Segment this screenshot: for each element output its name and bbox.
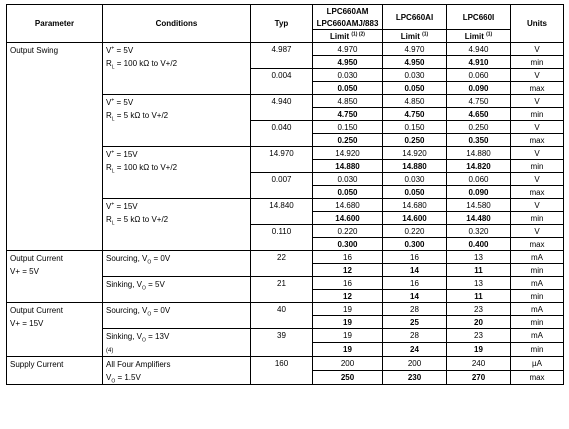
conditions-cell (103, 357, 251, 385)
limit-lpc660ai-cell: 230 (383, 371, 447, 385)
condition-subscript: O (142, 337, 146, 344)
condition-subscript: L (111, 168, 115, 175)
condition-text: = 100 kΩ to V+/2 (114, 59, 178, 68)
parameter-line: V+ = 15V (10, 319, 44, 328)
table-row (7, 357, 564, 371)
parameter-line: Output Current (10, 306, 63, 315)
typ-cell: 4.987 (251, 43, 313, 69)
limit-lpc660i-cell: 4.650 (447, 108, 511, 121)
typ-cell: 0.007 (251, 173, 313, 199)
condition-text: = 0V (151, 254, 171, 263)
typ-cell: 14.840 (251, 199, 313, 225)
limit-lpc660am-cell: 14.680 (313, 199, 383, 212)
header-limit-am (313, 30, 383, 43)
condition-text: Sinking, V (106, 332, 143, 341)
limit-lpc660am-cell: 14.920 (313, 147, 383, 160)
unit-cell: µA (511, 357, 564, 371)
unit-cell: V (511, 121, 564, 134)
table-row (7, 251, 564, 264)
limit-lpc660ai-cell: 0.050 (383, 82, 447, 95)
limit-lpc660i-cell: 270 (447, 371, 511, 385)
unit-cell: min (511, 108, 564, 121)
typ-cell: 21 (251, 277, 313, 303)
unit-cell: min (511, 56, 564, 69)
limit-lpc660ai-cell: 4.950 (383, 56, 447, 69)
unit-cell: min (511, 343, 564, 357)
header-units: Units (511, 5, 564, 43)
parameter-cell (7, 357, 103, 385)
condition-line (106, 343, 247, 356)
electrical-characteristics-table (6, 4, 564, 385)
typ-cell: 160 (251, 357, 313, 385)
typ-cell: 39 (251, 329, 313, 357)
limit-lpc660i-cell: 4.910 (447, 56, 511, 69)
limit-lpc660i-cell: 20 (447, 316, 511, 329)
header-limit-i (447, 30, 511, 43)
condition-text: = 13V (145, 332, 170, 341)
unit-cell: V (511, 95, 564, 108)
limit-lpc660am-cell: 0.250 (313, 134, 383, 147)
condition-text: V (106, 373, 112, 382)
limit-lpc660ai-cell: 0.050 (383, 186, 447, 199)
conditions-cell (103, 95, 251, 147)
unit-cell: mA (511, 303, 564, 316)
limit-lpc660i-cell: 13 (447, 277, 511, 290)
limit-lpc660i-cell: 23 (447, 329, 511, 343)
condition-text: Sourcing, V (106, 254, 148, 263)
limit-lpc660i-cell: 240 (447, 357, 511, 371)
limit-lpc660am-cell: 0.050 (313, 82, 383, 95)
limit-lpc660ai-cell: 0.030 (383, 173, 447, 186)
condition-text: = 5V (145, 280, 165, 289)
limit-lpc660ai-cell: 0.150 (383, 121, 447, 134)
condition-text: = 5V (114, 98, 134, 107)
conditions-cell (103, 277, 251, 303)
limit-lpc660am-cell: 200 (313, 357, 383, 371)
limit-lpc660i-cell: 4.940 (447, 43, 511, 56)
condition-superscript: + (111, 149, 115, 156)
limit-lpc660am-cell: 19 (313, 329, 383, 343)
conditions-cell (103, 147, 251, 199)
unit-cell: max (511, 371, 564, 385)
limit-lpc660ai-cell: 14.880 (383, 160, 447, 173)
condition-line (106, 109, 247, 122)
condition-text: V (106, 202, 112, 211)
condition-subscript: O (142, 285, 146, 292)
limit-lpc660am-cell: 12 (313, 290, 383, 303)
limit-lpc660am-cell: 0.030 (313, 69, 383, 82)
typ-cell: 40 (251, 303, 313, 329)
limit-lpc660i-cell: 0.060 (447, 69, 511, 82)
unit-cell: V (511, 43, 564, 56)
limit-lpc660am-cell: 12 (313, 264, 383, 277)
condition-text: V (106, 150, 112, 159)
condition-subscript: L (111, 116, 115, 123)
limit-lpc660am-cell: 19 (313, 343, 383, 357)
parameter-line: V+ = 5V (10, 267, 39, 276)
condition-text: = 15V (114, 150, 138, 159)
unit-cell: V (511, 69, 564, 82)
condition-line (106, 278, 247, 291)
limit-lpc660am-cell: 4.850 (313, 95, 383, 108)
unit-cell: V (511, 147, 564, 160)
limit-lpc660ai-cell: 0.300 (383, 238, 447, 251)
limit-lpc660am-cell: 0.150 (313, 121, 383, 134)
limit-lpc660am-cell: 14.880 (313, 160, 383, 173)
conditions-cell (103, 199, 251, 251)
condition-line (106, 330, 247, 343)
limit-lpc660i-cell: 14.880 (447, 147, 511, 160)
limit-lpc660ai-cell: 14 (383, 290, 447, 303)
typ-cell: 0.110 (251, 225, 313, 251)
unit-cell: max (511, 134, 564, 147)
condition-text: V (106, 98, 112, 107)
limit-lpc660ai-cell: 24 (383, 343, 447, 357)
limit-lpc660i-cell: 0.090 (447, 82, 511, 95)
limit-lpc660ai-cell: 14.600 (383, 212, 447, 225)
header-lpc660ai: LPC660AI (383, 5, 447, 30)
limit-lpc660am-cell: 0.300 (313, 238, 383, 251)
conditions-cell (103, 43, 251, 95)
header-parameter: Parameter (7, 5, 103, 43)
limit-lpc660i-cell: 0.400 (447, 238, 511, 251)
limit-lpc660i-cell: 11 (447, 290, 511, 303)
header-lpc660amj883: LPC660AMJ/883 (313, 17, 383, 30)
unit-cell: min (511, 212, 564, 225)
condition-text: R (106, 163, 112, 172)
unit-cell: min (511, 264, 564, 277)
condition-text: R (106, 59, 112, 68)
limit-lpc660i-cell: 0.320 (447, 225, 511, 238)
limit-lpc660ai-cell: 16 (383, 251, 447, 264)
limit-lpc660am-cell: 0.030 (313, 173, 383, 186)
limit-lpc660i-cell: 11 (447, 264, 511, 277)
limit-lpc660am-cell: 14.600 (313, 212, 383, 225)
condition-text: = 15V (114, 202, 138, 211)
limit-lpc660i-cell: 0.350 (447, 134, 511, 147)
condition-subscript: L (111, 220, 115, 227)
table-row (7, 43, 564, 56)
condition-text: = 1.5V (115, 373, 141, 382)
condition-line (106, 57, 247, 70)
parameter-cell (7, 43, 103, 251)
typ-cell: 14.970 (251, 147, 313, 173)
unit-cell: mA (511, 329, 564, 343)
condition-text: Sourcing, V (106, 306, 148, 315)
table-row (7, 303, 564, 316)
condition-line (106, 371, 247, 384)
header-lpc660am: LPC660AM (313, 5, 383, 18)
limit-lpc660i-cell: 14.480 (447, 212, 511, 225)
typ-cell: 4.940 (251, 95, 313, 121)
condition-line (106, 200, 247, 213)
header-typ: Typ (251, 5, 313, 43)
limit-lpc660am-cell: 250 (313, 371, 383, 385)
unit-cell: V (511, 225, 564, 238)
condition-text: = 0V (151, 306, 171, 315)
condition-text: = 5 kΩ to V+/2 (114, 111, 169, 120)
typ-cell: 0.004 (251, 69, 313, 95)
condition-text: All Four Amplifiers (106, 360, 171, 369)
typ-cell: 22 (251, 251, 313, 277)
limit-lpc660ai-cell: 28 (383, 303, 447, 316)
limit-lpc660i-cell: 0.090 (447, 186, 511, 199)
limit-lpc660i-cell: 14.580 (447, 199, 511, 212)
limit-lpc660ai-cell: 200 (383, 357, 447, 371)
unit-cell: mA (511, 277, 564, 290)
limit-lpc660i-cell: 0.250 (447, 121, 511, 134)
limit-footnote-ref: (1) (486, 30, 493, 37)
limit-lpc660am-cell: 0.220 (313, 225, 383, 238)
header-limit-ai (383, 30, 447, 43)
limit-lpc660ai-cell: 25 (383, 316, 447, 329)
unit-cell: max (511, 238, 564, 251)
limit-lpc660i-cell: 13 (447, 251, 511, 264)
header-conditions: Conditions (103, 5, 251, 43)
unit-cell: max (511, 186, 564, 199)
limit-lpc660i-cell: 0.060 (447, 173, 511, 186)
limit-lpc660am-cell: 4.750 (313, 108, 383, 121)
limit-lpc660ai-cell: 0.220 (383, 225, 447, 238)
limit-lpc660ai-cell: 14 (383, 264, 447, 277)
condition-subscript: O (111, 378, 116, 385)
limit-label: Limit (330, 31, 350, 41)
limit-lpc660ai-cell: 4.850 (383, 95, 447, 108)
limit-lpc660am-cell: 19 (313, 303, 383, 316)
limit-lpc660am-cell: 16 (313, 277, 383, 290)
unit-cell: V (511, 173, 564, 186)
header-lpc660i: LPC660I (447, 5, 511, 30)
parameter-line: Output Swing (10, 46, 59, 55)
condition-text: (4) (106, 348, 114, 354)
condition-superscript: + (111, 201, 115, 208)
limit-lpc660ai-cell: 14.680 (383, 199, 447, 212)
parameter-line: Output Current (10, 254, 63, 263)
limit-lpc660i-cell: 14.820 (447, 160, 511, 173)
condition-text: R (106, 215, 112, 224)
parameter-line: Supply Current (10, 360, 64, 369)
condition-line (106, 96, 247, 109)
unit-cell: min (511, 316, 564, 329)
limit-lpc660am-cell: 0.050 (313, 186, 383, 199)
unit-cell: max (511, 82, 564, 95)
limit-label: Limit (400, 31, 420, 41)
condition-text: R (106, 111, 112, 120)
conditions-cell (103, 329, 251, 357)
limit-lpc660ai-cell: 14.920 (383, 147, 447, 160)
limit-lpc660i-cell: 4.750 (447, 95, 511, 108)
limit-lpc660i-cell: 19 (447, 343, 511, 357)
conditions-cell (103, 303, 251, 329)
limit-lpc660ai-cell: 0.250 (383, 134, 447, 147)
condition-subscript: O (147, 311, 152, 318)
typ-cell: 0.040 (251, 121, 313, 147)
condition-subscript: L (111, 64, 115, 71)
limit-label: Limit (464, 31, 484, 41)
limit-lpc660am-cell: 19 (313, 316, 383, 329)
limit-lpc660ai-cell: 28 (383, 329, 447, 343)
table-header (7, 5, 564, 43)
limit-lpc660i-cell: 23 (447, 303, 511, 316)
unit-cell: mA (511, 251, 564, 264)
condition-superscript: + (111, 97, 115, 104)
table-body (7, 43, 564, 385)
parameter-cell (7, 303, 103, 357)
limit-lpc660ai-cell: 16 (383, 277, 447, 290)
condition-text: Sinking, V (106, 280, 143, 289)
condition-line (106, 148, 247, 161)
unit-cell: min (511, 290, 564, 303)
limit-lpc660ai-cell: 4.750 (383, 108, 447, 121)
unit-cell: V (511, 199, 564, 212)
condition-line (106, 44, 247, 57)
limit-lpc660ai-cell: 0.030 (383, 69, 447, 82)
limit-lpc660am-cell: 4.950 (313, 56, 383, 69)
condition-superscript: + (111, 45, 115, 52)
condition-text: = 100 kΩ to V+/2 (114, 163, 178, 172)
parameter-cell (7, 251, 103, 303)
condition-line (106, 213, 247, 226)
unit-cell: min (511, 160, 564, 173)
limit-footnote-ref: (1) (422, 30, 429, 37)
limit-lpc660am-cell: 16 (313, 251, 383, 264)
condition-line (106, 252, 247, 265)
limit-lpc660am-cell: 4.970 (313, 43, 383, 56)
limit-lpc660ai-cell: 4.970 (383, 43, 447, 56)
limit-footnote-ref: (1) (2) (351, 30, 365, 37)
condition-line (106, 304, 247, 317)
condition-subscript: O (147, 259, 152, 266)
condition-line (106, 161, 247, 174)
condition-text: = 5V (114, 46, 134, 55)
condition-line (106, 358, 247, 371)
conditions-cell (103, 251, 251, 277)
condition-text: = 5 kΩ to V+/2 (114, 215, 169, 224)
condition-text: V (106, 46, 112, 55)
